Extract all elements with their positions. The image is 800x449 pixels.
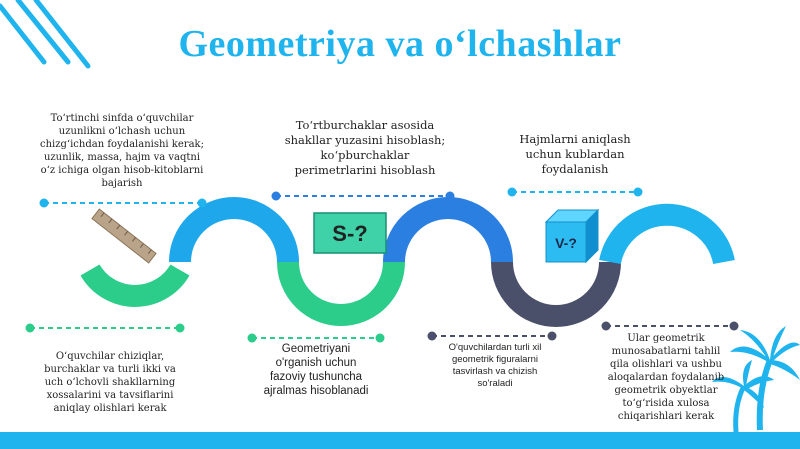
top-connectors [40, 188, 643, 208]
bottom-note-2: Geometriyani o'rganish uchun fazoviy tushuncha ajralmas hisoblanadi [263, 343, 369, 397]
area-box-label: S-? [332, 221, 368, 246]
top-note-2: To‘rtburchaklar asosida shakllar yuzasini hisoblash; ko‘pburchaklar perimetrlarini hisoblash [284, 118, 446, 177]
bottom-note-4: Ular geometrik munosabatlarni tahlil qila olishlari va ushbu aloqalardan foydalanib geometrik obyektlar to‘g‘risida xulosa chiqarishlari kerak [607, 333, 725, 422]
wave-segment-3 [288, 262, 394, 315]
area-box [314, 213, 386, 253]
volume-box-label: V-? [555, 235, 577, 251]
top-note-1: To‘rtinchi sinfda o‘quvchilar uzunlikni o‘lchash uchun chizg‘ichdan foydalanishi kerak; uzunlik, massa, hajm va vaqtni o‘z ichiga olgan hisob-kitoblarni bajarish [40, 113, 204, 189]
wave-segment-2 [180, 208, 288, 262]
bottom-bar [0, 432, 800, 449]
wave-segment-1 [90, 270, 180, 296]
wave-segment-5 [502, 262, 610, 316]
volume-cube [546, 210, 598, 262]
wave-segment-6 [610, 215, 724, 262]
wave-segment-4 [394, 208, 502, 262]
bottom-note-3: O'quvchilardan turli xil geometrik figuralarni tasvirlash va chizish so'raladi [448, 342, 542, 389]
page-title: Geometriya va o‘lchashlar [178, 23, 622, 65]
bottom-note-1: O‘quvchilar chiziqlar, burchaklar va turli ikki va uch o‘lchovli shakllarning xossalarini va tavsiflarini aniqlay olishlari kerak [44, 351, 176, 414]
ruler-icon [92, 209, 156, 263]
top-note-3: Hajmlarni aniqlash uchun kublardan foydalanish [519, 132, 631, 176]
